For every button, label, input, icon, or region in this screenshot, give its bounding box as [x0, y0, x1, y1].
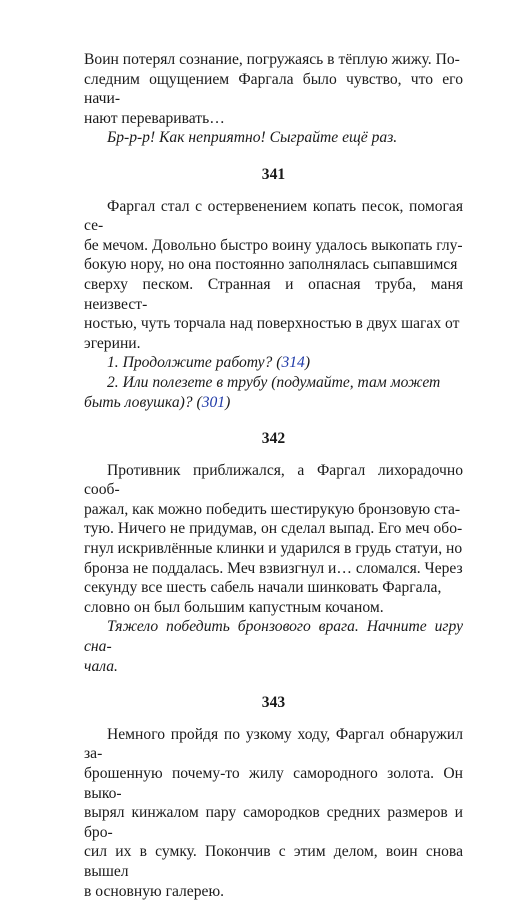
- choice-option-2: 2. Или полезете в трубу (подумайте, там может быть ловушка)? (301): [84, 373, 441, 411]
- link-section-314[interactable]: 314: [281, 354, 305, 372]
- section-number-341: 341: [261, 165, 286, 183]
- text-line: сверху песком. Странная и опасная труба, маня неизвест-: [84, 275, 463, 313]
- text-line: Противник приближался, а Фаргал лихорадочно сооб-: [84, 461, 463, 499]
- text-line: эгерини.: [84, 334, 141, 352]
- text-line: вырял кинжалом пару самородков средних размеров и бро-: [84, 804, 463, 841]
- text-line: ностью, чуть торчала над поверхностью в двух шагах от: [84, 315, 460, 333]
- text-line: Немного пройдя по узкому ходу, Фаргал обнаружил за-: [84, 725, 463, 763]
- text-line: Фаргал стал с остервенением копать песок, помогая се-: [84, 197, 463, 235]
- text-line: в основную галерею.: [84, 882, 224, 900]
- choice-option-1: 1. Продолжите работу? (314): [107, 354, 311, 372]
- text-line: следним ощущением Фаргала было чувство, что его начи-: [84, 70, 463, 108]
- text-line: тую. Ничего не придумав, он сделал выпад. Его меч обо-: [84, 520, 463, 538]
- section-number-343: 343: [261, 694, 286, 712]
- book-page: [84, 50, 463, 901]
- text-line: словно он был большим капустным кочаном.: [84, 598, 384, 616]
- text-line: Воин потерял сознание, погружаясь в тёплую жижу. По-: [84, 51, 460, 68]
- game-over-note: Бр-р-р! Как неприятно! Сыграйте ещё раз.: [107, 129, 398, 147]
- text-line: гнул искривлённые клинки и ударился в грудь статуи, но: [84, 540, 463, 558]
- section-number-342: 342: [261, 430, 286, 448]
- paragraph-342: [84, 461, 463, 618]
- text-line: сил их в сумку. Покончив с этим делом, воин снова вышел: [84, 843, 463, 880]
- paragraph-341: [84, 197, 463, 354]
- paragraph-continued: [84, 50, 463, 128]
- game-over-note: Тяжело победить бронзового врага. Начните игру сна- чала.: [84, 618, 463, 675]
- text-line: нают переваривать…: [84, 109, 225, 127]
- text-line: секунду все шесть сабель начали шинковать Фаргала,: [84, 579, 442, 597]
- text-line: бокую нору, но она постоянно заполнялась сыпавшимся: [84, 256, 458, 274]
- text-line: ражал, как можно победить шестирукую бронзовую ста-: [84, 500, 461, 518]
- paragraph-343: [84, 725, 463, 901]
- text-line: бронза не поддалась. Меч взвизгнул и… сломался. Через: [84, 559, 463, 577]
- text-line: бе мечом. Довольно быстро воину удалось выкопать глу-: [84, 236, 463, 254]
- text-line: брошенную почему-то жилу самородного золота. Он выко-: [84, 765, 463, 802]
- link-section-301[interactable]: 301: [201, 393, 226, 411]
